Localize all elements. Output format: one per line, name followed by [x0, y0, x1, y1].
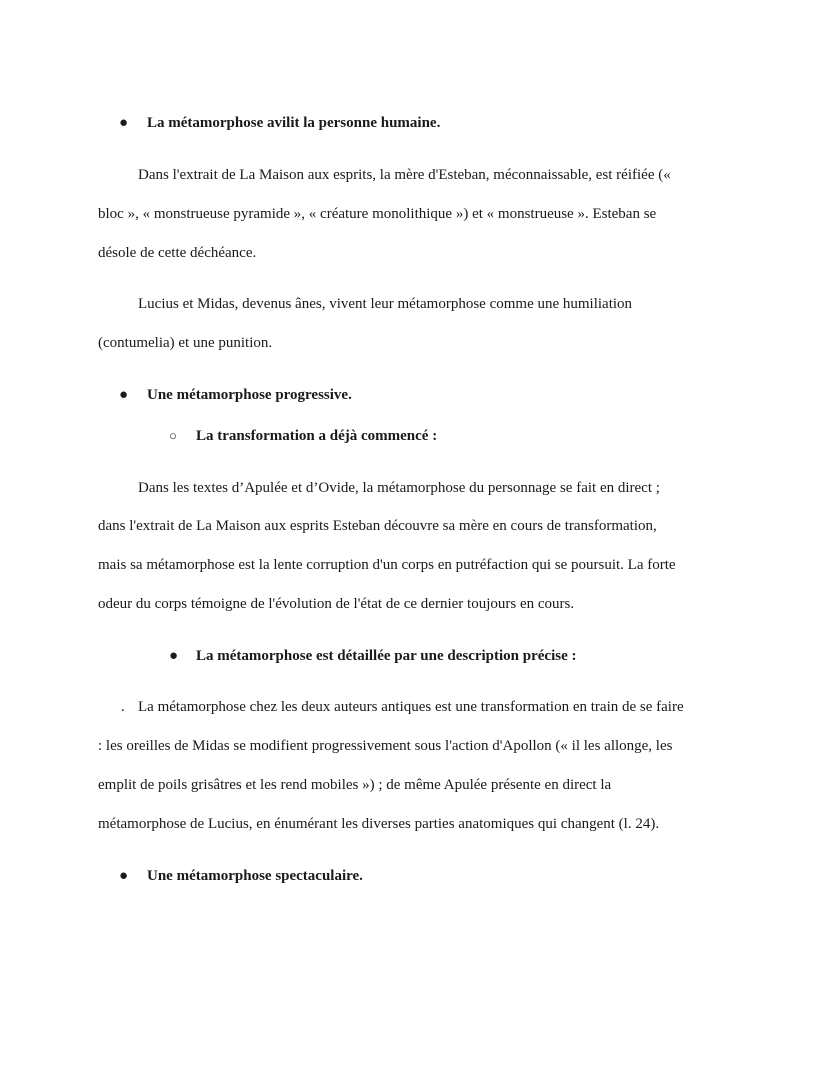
heading-description: La métamorphose est détaillée par une description précise :	[196, 648, 577, 664]
paragraph-line: mais sa métamorphose est la lente corruption d'un corps en putréfaction qui se poursuit. La forte	[98, 557, 676, 573]
paragraph-line: emplit de poils grisâtres et les rend mobiles ») ; de même Apulée présente en direct la	[98, 777, 612, 793]
paragraph-line: bloc », « monstrueuse pyramide », « créature monolithique ») et « monstrueuse ». Esteban se	[98, 206, 657, 222]
paragraph-line: métamorphose de Lucius, en énumérant les diverses parties anatomiques qui changent (l. 24).	[98, 816, 660, 832]
paragraph-marker: .	[121, 699, 125, 715]
bullet-icon: ●	[119, 868, 129, 884]
bullet-icon: ●	[169, 648, 179, 664]
paragraph-line: Dans les textes d’Apulée et d’Ovide, la métamorphose du personnage se fait en direct ;	[138, 480, 660, 496]
subheading-transformation: La transformation a déjà commencé :	[196, 428, 438, 444]
paragraph-line: : les oreilles de Midas se modifient progressivement sous l'action d'Apollon (« il les allonge, les	[98, 738, 673, 754]
heading-debasement: La métamorphose avilit la personne humaine.	[147, 115, 441, 131]
paragraph-line: Lucius et Midas, devenus ânes, vivent leur métamorphose comme une humiliation	[138, 296, 633, 312]
bullet-icon: ●	[119, 115, 129, 131]
paragraph-line: (contumelia) et une punition.	[98, 335, 273, 351]
circle-bullet-icon: ○	[169, 428, 177, 443]
paragraph-line: dans l'extrait de La Maison aux esprits Esteban découvre sa mère en cours de transformation,	[98, 518, 657, 534]
heading-spectacular: Une métamorphose spectaculaire.	[147, 868, 363, 884]
paragraph-line: odeur du corps témoigne de l'évolution de l'état de ce dernier toujours en cours.	[98, 596, 575, 612]
paragraph-line: La métamorphose chez les deux auteurs antiques est une transformation en train de se faire	[138, 699, 684, 715]
paragraph-line: désole de cette déchéance.	[98, 245, 257, 261]
bullet-icon: ●	[119, 387, 129, 403]
heading-progressive: Une métamorphose progressive.	[147, 387, 352, 403]
paragraph-line: Dans l'extrait de La Maison aux esprits, la mère d'Esteban, méconnaissable, est réifiée («	[138, 167, 671, 183]
